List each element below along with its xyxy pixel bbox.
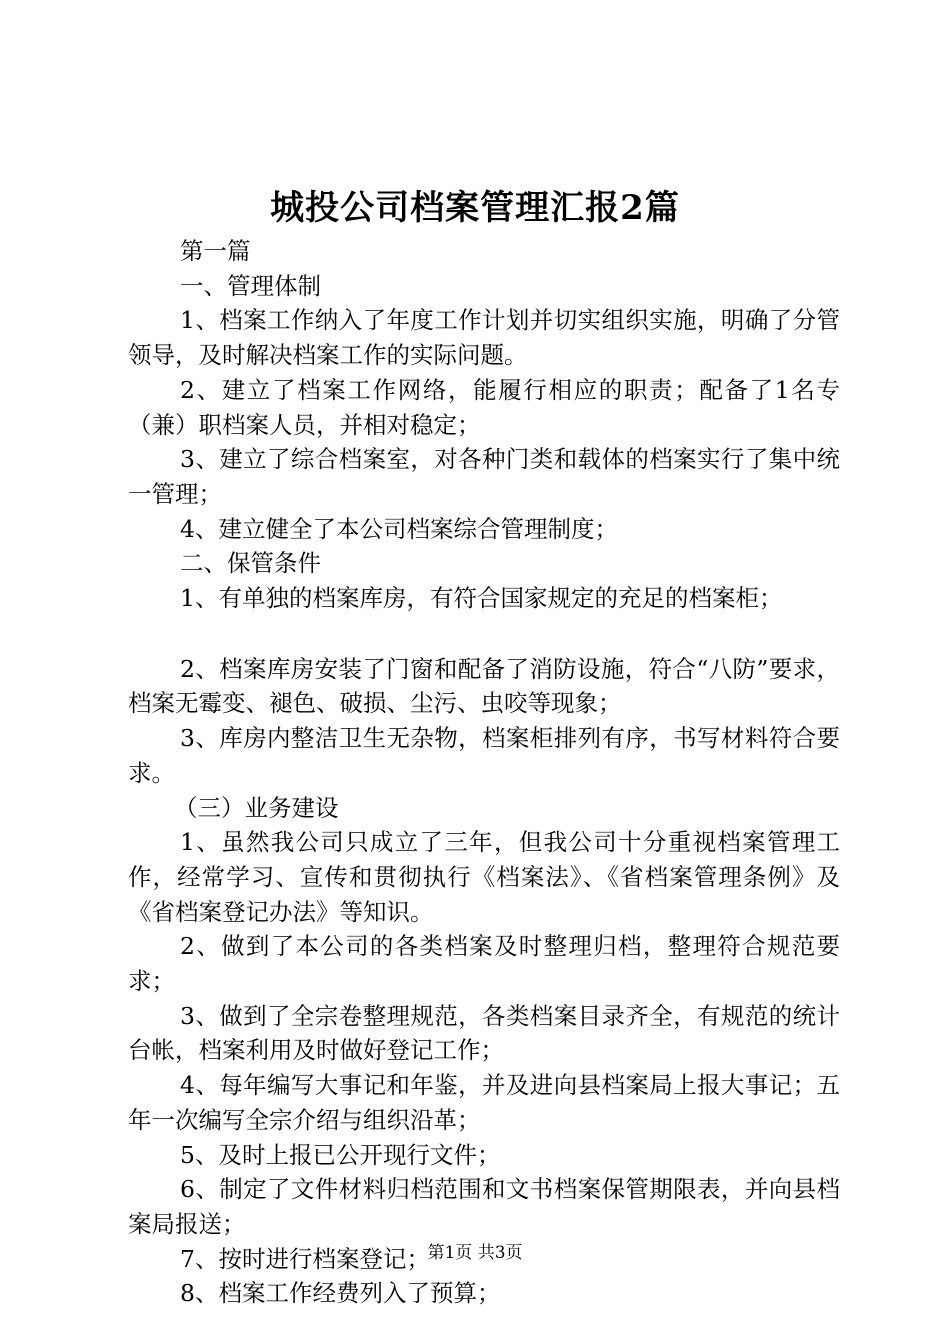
- document-title: 城投公司档案管理汇报2篇: [270, 188, 680, 228]
- section-heading: 第一篇: [180, 237, 251, 265]
- paragraph: 2、建立了档案工作网络，能履行相应的职责；配备了1名专（兼）职档案人员，并相对稳定；: [128, 375, 840, 439]
- paragraph: 2、档案库房安装了门窗和配备了消防设施，符合“八防”要求，档案无霉变、褪色、破损、尘污、虫咬等现象；: [128, 654, 840, 718]
- paragraph: 1、有单独的档案库房，有符合国家规定的充足的档案柜；: [180, 584, 783, 613]
- document-body: [128, 234, 840, 1311]
- paragraph: 7、按时进行档案登记；: [180, 1244, 430, 1273]
- paragraph: 3、做到了全宗卷整理规范，各类档案目录齐全，有规范的统计台帐，档案利用及时做好登记工作；: [128, 1001, 840, 1065]
- paragraph: 5、及时上报已公开现行文件；: [180, 1140, 501, 1169]
- paragraph: 8、档案工作经费列入了预算；: [180, 1279, 501, 1308]
- section-heading: （三）业务建设: [174, 793, 339, 822]
- paragraph: 4、每年编写大事记和年鉴，并及进向县档案局上报大事记；五年一次编写全宗介绍与组织沿革；: [128, 1071, 840, 1134]
- paragraph: 3、建立了综合档案室，对各种门类和载体的档案实行了集中统一管理；: [128, 445, 840, 508]
- section-heading: 二、保管条件: [180, 549, 321, 578]
- section-heading: 一、管理体制: [180, 271, 321, 300]
- paragraph: 4、建立健全了本公司档案综合管理制度；: [180, 514, 618, 543]
- paragraph: 2、做到了本公司的各类档案及时整理归档，整理符合规范要求；: [128, 932, 840, 996]
- paragraph: 6、制定了文件材料归档范围和文书档案保管期限表，并向县档案局报送；: [128, 1175, 840, 1238]
- paragraph: 1、虽然我公司只成立了三年，但我公司十分重视档案管理工作，经常学习、宣传和贯彻执行《档案法》、《省档案管理条例》及《省档案登记办法》等知识。: [128, 828, 840, 926]
- paragraph: 1、档案工作纳入了年度工作计划并切实组织实施，明确了分管领导，及时解决档案工作的实际问题。: [128, 306, 840, 370]
- paragraph: 3、库房内整洁卫生无杂物，档案柜排列有序，书写材料符合要求。: [128, 724, 840, 787]
- blank-line: [128, 616, 840, 652]
- page-footer: 第1页 共3页: [427, 1243, 523, 1263]
